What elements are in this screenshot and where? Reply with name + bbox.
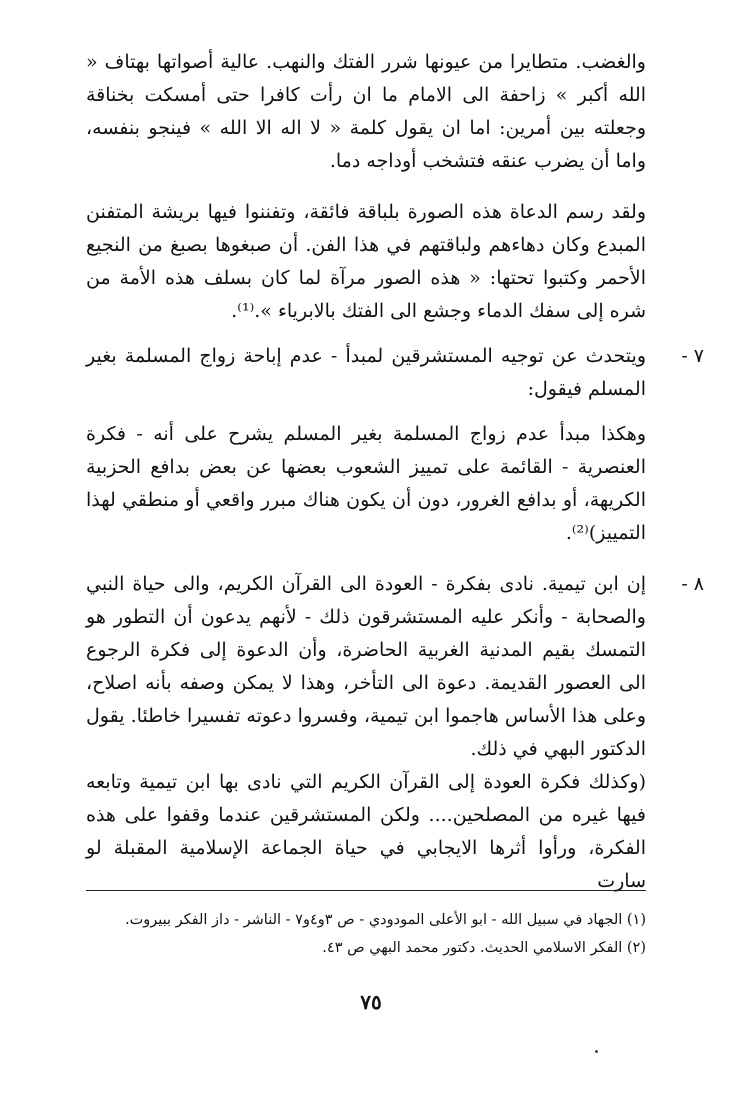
list-item-7: [86, 340, 704, 406]
paragraph-4: (وكذلك فكرة العودة إلى القرآن الكريم التي نادى بها ابن تيمية وتابعه فيها غيره من المصلحين.... ولكن المستشرقين عندما وقفوا على هذه الفكرة، ورأوا أثرها الايجابي في حياة الجماعة الإسلامية المقبلة لو سارت: [86, 771, 646, 892]
footnote-divider: [86, 890, 646, 891]
page-number: ٧٥: [360, 990, 382, 1014]
paragraph-1: والغضب. متطايرا من عيونها شرر الفتك والنهب. عالية أصواتها بهتاف « الله أكبر » زاحفة الى الامام ما ان رأت كافرا حتى أمسكت بخناقة وجعلته بين أمرين: اما ان يقول كلمة « لا اله الا الله » فينجو بنفسه، واما أن يضرب عنقه فتشخب أوداجه دما.: [86, 51, 646, 172]
list-number-7: ٧ -: [681, 345, 704, 367]
footnote-1: (١) الجهاد في سبيل الله - ابو الأعلى المودودي - ص ٣و٤و٧ - الناشر - داز الفكر ببيروت.: [124, 912, 646, 928]
list-item-8-text: إن ابن تيمية. نادى بفكرة - العودة الى القرآن الكريم، والى حياة النبي والصحابة - وأنكر عليه المستشرقون ذلك - لأنهم يدعون أن التطور هو التمسك بقيم المدنية الغربية الحاضرة، وأن الدعوة إلى فكرة الرجوع الى العصور القديمة. دعوة الى التأخر، وهذا لا يمكن وصفه بأنه اصلاح، وعلى هذا الأساس هاجموا ابن تيمية، وفسروا دعوته تفسيرا خاطئا. يقول الدكتور البهي في ذلك.: [86, 573, 646, 760]
footnote-2: (٢) الفكر الاسلامي الحديث. دكتور محمد البهي ص ٤٣.: [322, 940, 646, 956]
list-number-8: ٨ -: [681, 573, 704, 595]
scan-speck: [595, 1050, 598, 1053]
list-item-7-text: ويتحدث عن توجيه المستشرقين لمبدأ - عدم إباحة زواج المسلمة بغير المسلم فيقول:: [86, 345, 646, 400]
footnotes: [86, 906, 646, 962]
paragraph-3: وهكذا مبدأ عدم زواج المسلمة بغير المسلم يشرح على أنه - فكرة العنصرية - القائمة على تمييز الشعوب بعضها عن بعض بدافع الحزبية الكريهة، أو بدافع الغرور، دون أن يكون هناك مبرر واقعي أو منطقي لهذا التمييز)⁽²⁾.: [86, 423, 646, 544]
page-body: [86, 46, 704, 898]
list-item-8: [86, 568, 704, 766]
paragraph-2: ولقد رسم الدعاة هذه الصورة بلباقة فائقة، وتفننوا فيها بريشة المتفنن المبدع وكان دهاءهم ولباقتهم في هذا الفن. أن صبغوها بصبغ من النجيع الأحمر وكتبوا تحتها: « هذه الصور مرآة لما كان بسلف هذه الأمة من شره إلى سفك الدماء وجشع الى الفتك بالابرياء ».⁽¹⁾.: [86, 201, 646, 322]
